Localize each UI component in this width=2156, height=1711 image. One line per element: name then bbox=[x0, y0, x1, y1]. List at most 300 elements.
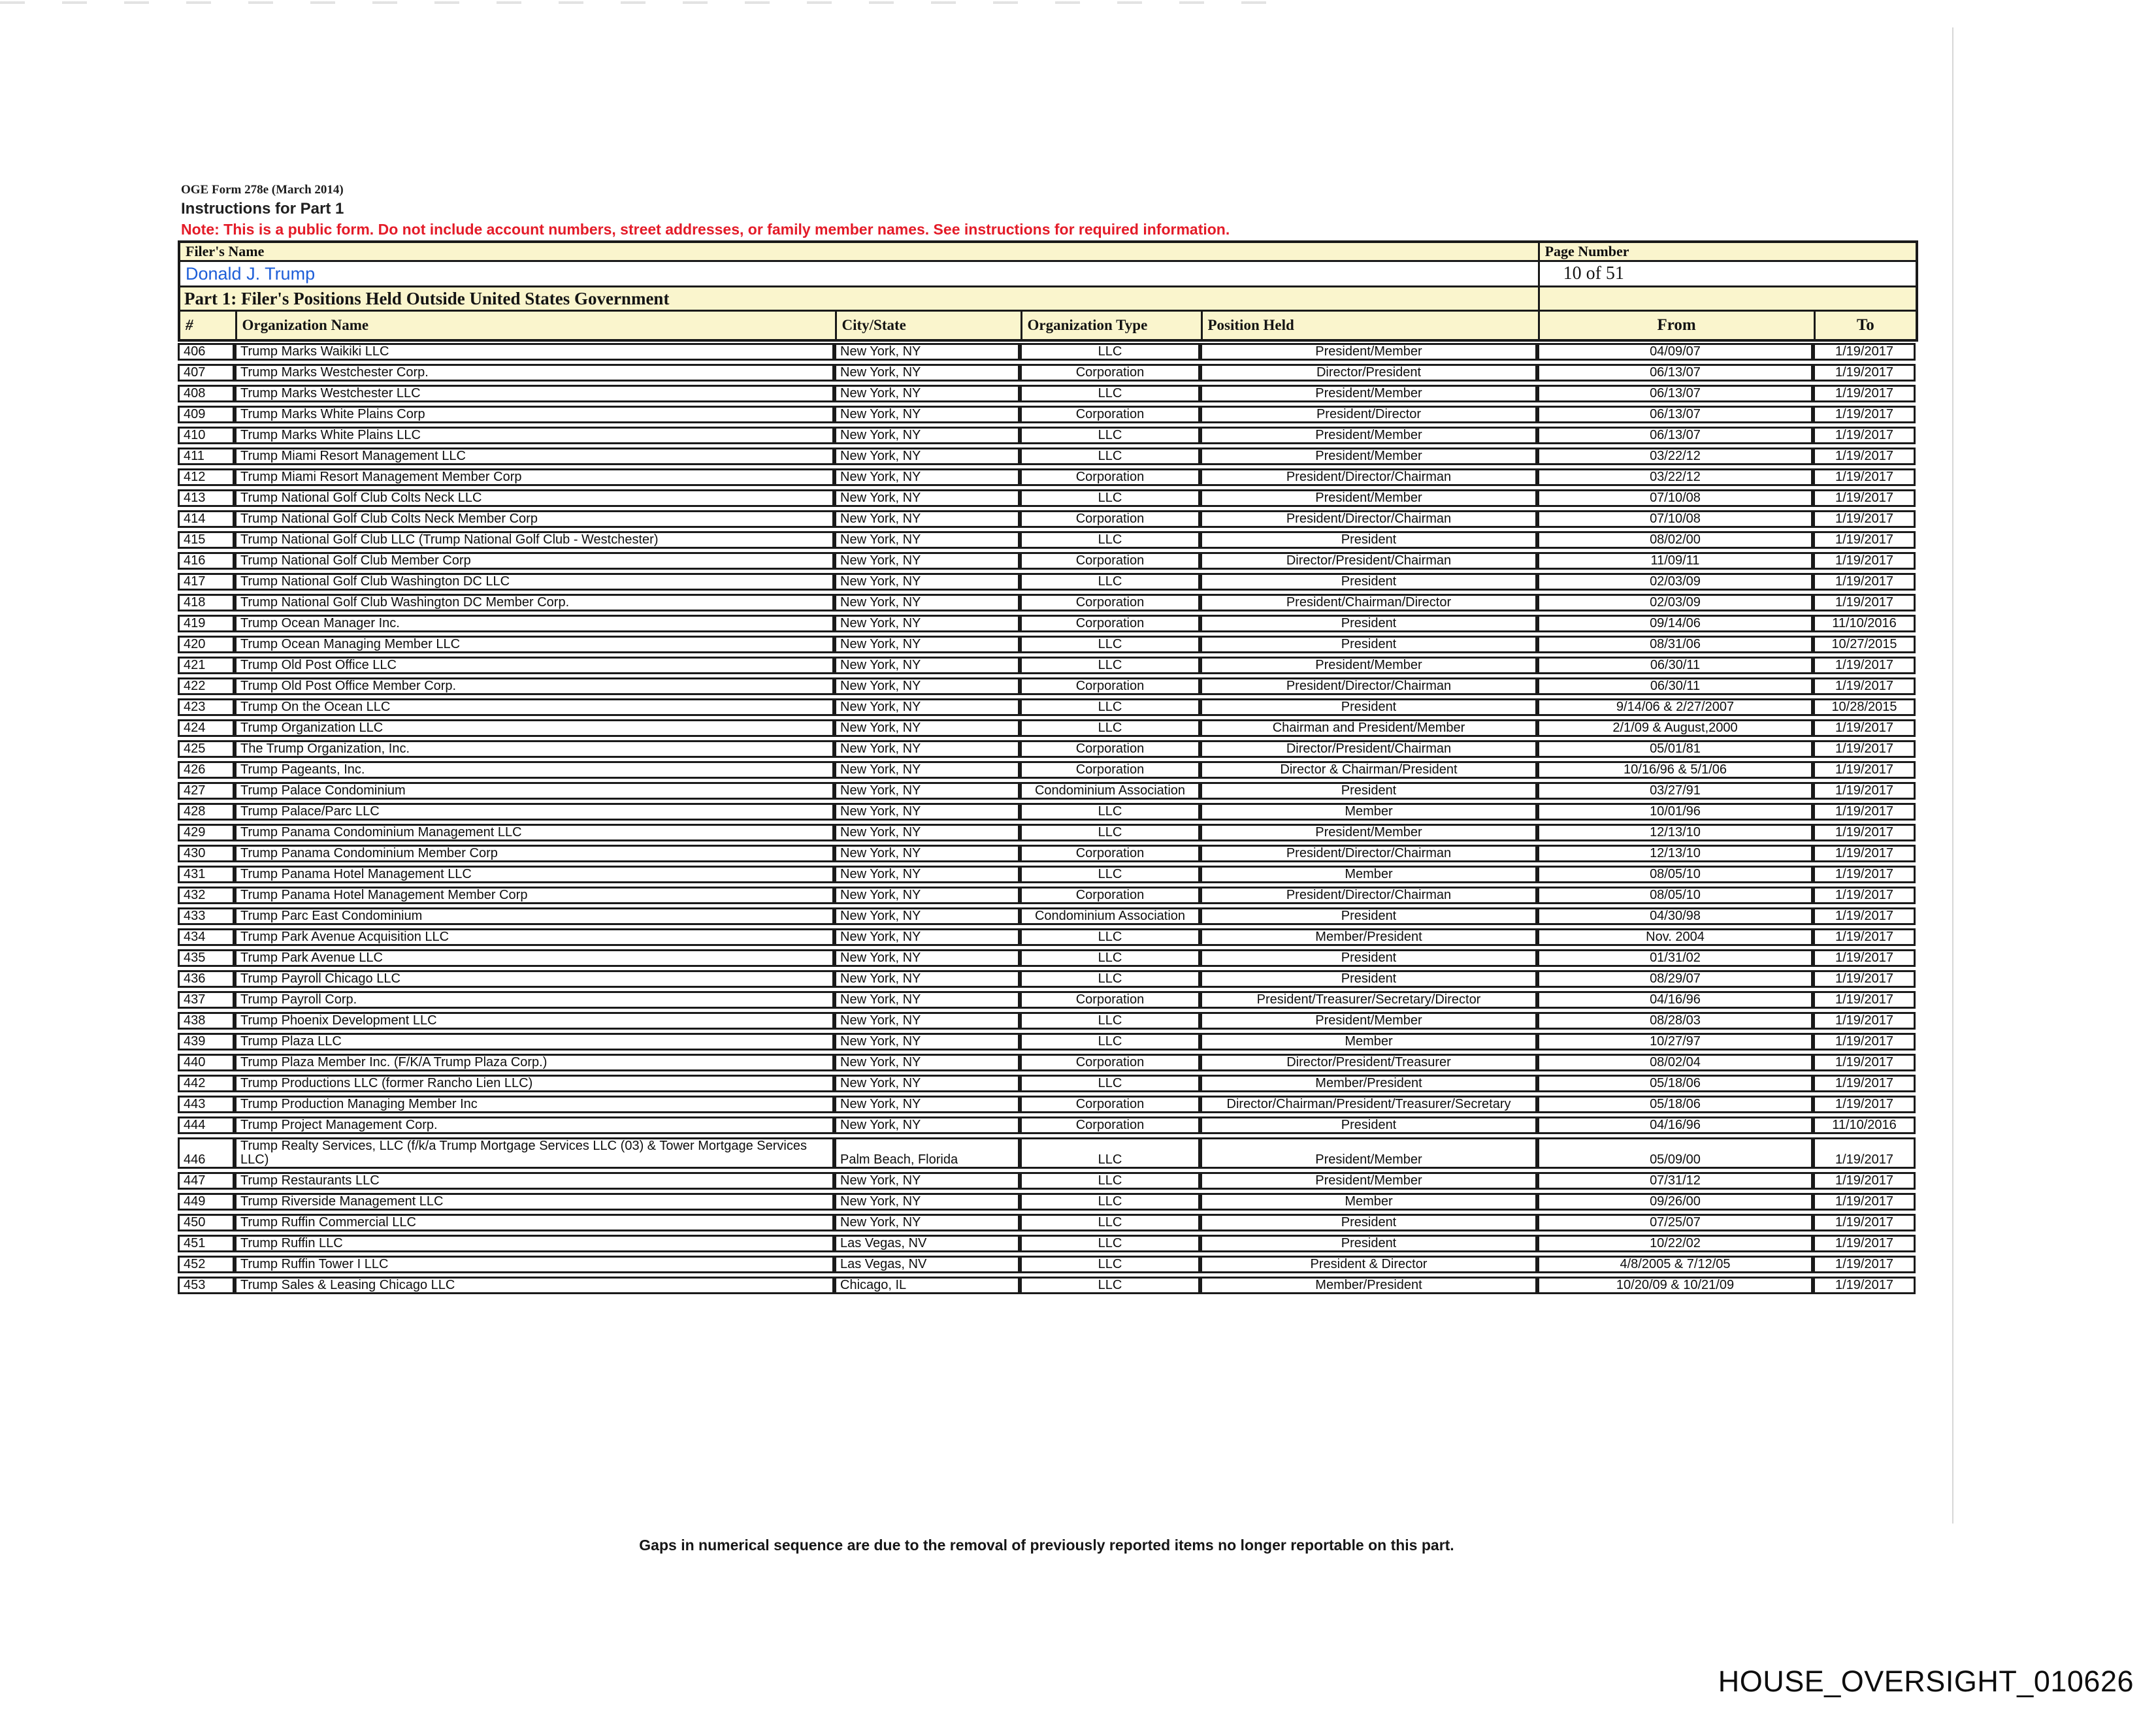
table-row bbox=[178, 489, 1916, 507]
cell-organization-name: Trump Realty Services, LLC (f/k/a Trump Mortgage Services LLC (03) & Tower Mortgage Services LLC) bbox=[235, 1137, 834, 1169]
cell-to: 1/19/2017 bbox=[1813, 427, 1916, 444]
cell-city-state: New York, NY bbox=[834, 928, 1020, 946]
cell-from: 10/01/96 bbox=[1537, 803, 1813, 821]
table-row bbox=[178, 1096, 1916, 1113]
cell-organization-name: Trump Palace Condominium bbox=[235, 782, 834, 800]
cell-city-state: New York, NY bbox=[834, 824, 1020, 841]
cell-organization-name: Trump Miami Resort Management Member Corp bbox=[235, 468, 834, 486]
table-row bbox=[178, 531, 1916, 549]
cell-from: 11/09/11 bbox=[1537, 552, 1813, 570]
cell-city-state: New York, NY bbox=[834, 949, 1020, 967]
cell-number: 417 bbox=[178, 573, 235, 591]
cell-from: 12/13/10 bbox=[1537, 824, 1813, 841]
header-box bbox=[178, 240, 1918, 342]
cell-organization-type: Condominium Association bbox=[1020, 907, 1200, 925]
cell-position-held: President/Director/Chairman bbox=[1200, 510, 1537, 528]
cell-from: 07/25/07 bbox=[1537, 1214, 1813, 1231]
cell-number: 431 bbox=[178, 866, 235, 883]
cell-city-state: New York, NY bbox=[834, 448, 1020, 465]
cell-organization-type: Corporation bbox=[1020, 991, 1200, 1009]
cell-to: 1/19/2017 bbox=[1813, 343, 1916, 361]
cell-position-held: Director/President/Chairman bbox=[1200, 552, 1537, 570]
cell-position-held: Member bbox=[1200, 1193, 1537, 1211]
cell-position-held: Member bbox=[1200, 803, 1537, 821]
cell-organization-name: Trump Marks White Plains LLC bbox=[235, 427, 834, 444]
cell-organization-name: Trump Old Post Office LLC bbox=[235, 657, 834, 674]
cell-position-held: President/Member bbox=[1200, 489, 1537, 507]
cell-position-held: President/Member bbox=[1200, 1172, 1537, 1190]
cell-to: 11/10/2016 bbox=[1813, 1116, 1916, 1134]
cell-organization-type: LLC bbox=[1020, 698, 1200, 716]
table-row bbox=[178, 343, 1916, 361]
cell-organization-type: LLC bbox=[1020, 1172, 1200, 1190]
cell-city-state: Chicago, IL bbox=[834, 1277, 1020, 1294]
cell-from: 04/09/07 bbox=[1537, 343, 1813, 361]
cell-to: 11/10/2016 bbox=[1813, 615, 1916, 632]
cell-city-state: New York, NY bbox=[834, 1214, 1020, 1231]
page-number-label: Page Number bbox=[1539, 242, 1917, 261]
table-row bbox=[178, 866, 1916, 883]
cell-position-held: President bbox=[1200, 949, 1537, 967]
cell-from: 09/26/00 bbox=[1537, 1193, 1813, 1211]
cell-number: 419 bbox=[178, 615, 235, 632]
cell-organization-type: LLC bbox=[1020, 489, 1200, 507]
cell-number: 452 bbox=[178, 1256, 235, 1273]
cell-number: 429 bbox=[178, 824, 235, 841]
cell-organization-name: Trump Panama Hotel Management Member Corp bbox=[235, 887, 834, 904]
table-row bbox=[178, 761, 1916, 779]
cell-city-state: New York, NY bbox=[834, 657, 1020, 674]
table-row bbox=[178, 406, 1916, 423]
cell-city-state: New York, NY bbox=[834, 573, 1020, 591]
form-code: OGE Form 278e (March 2014) bbox=[181, 183, 344, 197]
table-row bbox=[178, 468, 1916, 486]
filer-name-value: Donald J. Trump bbox=[179, 261, 1539, 287]
table-row bbox=[178, 970, 1916, 988]
cell-from: Nov. 2004 bbox=[1537, 928, 1813, 946]
cell-to: 1/19/2017 bbox=[1813, 949, 1916, 967]
cell-city-state: New York, NY bbox=[834, 1116, 1020, 1134]
cell-city-state: New York, NY bbox=[834, 866, 1020, 883]
cell-number: 435 bbox=[178, 949, 235, 967]
cell-number: 440 bbox=[178, 1054, 235, 1071]
table-row bbox=[178, 845, 1916, 862]
cell-position-held: President bbox=[1200, 1214, 1537, 1231]
table-row bbox=[178, 552, 1916, 570]
positions-table bbox=[178, 340, 1916, 1297]
cell-from: 08/05/10 bbox=[1537, 887, 1813, 904]
cell-organization-type: Corporation bbox=[1020, 845, 1200, 862]
cell-to: 1/19/2017 bbox=[1813, 991, 1916, 1009]
cell-number: 411 bbox=[178, 448, 235, 465]
table-row bbox=[178, 1054, 1916, 1071]
cell-number: 432 bbox=[178, 887, 235, 904]
table-row bbox=[178, 803, 1916, 821]
cell-position-held: Director/President/Treasurer bbox=[1200, 1054, 1537, 1071]
cell-to: 1/19/2017 bbox=[1813, 510, 1916, 528]
cell-organization-type: LLC bbox=[1020, 1193, 1200, 1211]
cell-from: 09/14/06 bbox=[1537, 615, 1813, 632]
cell-from: 07/10/08 bbox=[1537, 489, 1813, 507]
cell-position-held: President & Director bbox=[1200, 1256, 1537, 1273]
cell-organization-name: Trump On the Ocean LLC bbox=[235, 698, 834, 716]
cell-number: 453 bbox=[178, 1277, 235, 1294]
cell-from: 4/8/2005 & 7/12/05 bbox=[1537, 1256, 1813, 1273]
cell-to: 1/19/2017 bbox=[1813, 448, 1916, 465]
table-row bbox=[178, 719, 1916, 737]
cell-position-held: President bbox=[1200, 615, 1537, 632]
cell-position-held: Director & Chairman/President bbox=[1200, 761, 1537, 779]
cell-position-held: Chairman and President/Member bbox=[1200, 719, 1537, 737]
cell-city-state: New York, NY bbox=[834, 343, 1020, 361]
cell-from: 06/13/07 bbox=[1537, 385, 1813, 402]
cell-organization-name: Trump Park Avenue Acquisition LLC bbox=[235, 928, 834, 946]
cell-organization-type: LLC bbox=[1020, 803, 1200, 821]
cell-organization-type: LLC bbox=[1020, 928, 1200, 946]
cell-position-held: President/Member bbox=[1200, 1012, 1537, 1030]
cell-position-held: President/Member bbox=[1200, 1137, 1537, 1169]
column-header-row bbox=[179, 311, 1917, 341]
cell-to: 1/19/2017 bbox=[1813, 1137, 1916, 1169]
cell-organization-type: LLC bbox=[1020, 636, 1200, 653]
cell-number: 428 bbox=[178, 803, 235, 821]
cell-organization-type: LLC bbox=[1020, 970, 1200, 988]
cell-organization-name: The Trump Organization, Inc. bbox=[235, 740, 834, 758]
cell-organization-type: LLC bbox=[1020, 1033, 1200, 1051]
cell-organization-name: Trump Panama Condominium Management LLC bbox=[235, 824, 834, 841]
table-row bbox=[178, 1214, 1916, 1231]
cell-from: 06/13/07 bbox=[1537, 406, 1813, 423]
cell-number: 410 bbox=[178, 427, 235, 444]
cell-position-held: Member/President bbox=[1200, 1075, 1537, 1092]
cell-organization-name: Trump Old Post Office Member Corp. bbox=[235, 677, 834, 695]
cell-position-held: Director/President/Chairman bbox=[1200, 740, 1537, 758]
cell-organization-type: LLC bbox=[1020, 866, 1200, 883]
instructions-title: Instructions for Part 1 bbox=[181, 200, 344, 218]
table-row bbox=[178, 1137, 1916, 1169]
cell-to: 1/19/2017 bbox=[1813, 1096, 1916, 1113]
cell-to: 1/19/2017 bbox=[1813, 845, 1916, 862]
cell-to: 1/19/2017 bbox=[1813, 1256, 1916, 1273]
cell-organization-name: Trump Ruffin Tower I LLC bbox=[235, 1256, 834, 1273]
cell-position-held: President/Director/Chairman bbox=[1200, 845, 1537, 862]
cell-organization-type: LLC bbox=[1020, 719, 1200, 737]
cell-from: 06/13/07 bbox=[1537, 364, 1813, 382]
table-row bbox=[178, 636, 1916, 653]
cell-to: 1/19/2017 bbox=[1813, 740, 1916, 758]
cell-to: 10/27/2015 bbox=[1813, 636, 1916, 653]
cell-organization-name: Trump Phoenix Development LLC bbox=[235, 1012, 834, 1030]
cell-organization-name: Trump Ocean Managing Member LLC bbox=[235, 636, 834, 653]
table-row bbox=[178, 698, 1916, 716]
cell-city-state: New York, NY bbox=[834, 970, 1020, 988]
footer-note: Gaps in numerical sequence are due to the removal of previously reported items no longer reportable on this part. bbox=[639, 1537, 1454, 1554]
cell-number: 444 bbox=[178, 1116, 235, 1134]
cell-number: 406 bbox=[178, 343, 235, 361]
cell-to: 10/28/2015 bbox=[1813, 698, 1916, 716]
cell-city-state: New York, NY bbox=[834, 531, 1020, 549]
table-row bbox=[178, 364, 1916, 382]
col-header-organization-type: Organization Type bbox=[1021, 311, 1201, 341]
cell-from: 05/18/06 bbox=[1537, 1096, 1813, 1113]
cell-organization-type: Corporation bbox=[1020, 594, 1200, 611]
cell-organization-name: Trump Marks Westchester LLC bbox=[235, 385, 834, 402]
cell-from: 03/22/12 bbox=[1537, 448, 1813, 465]
cell-position-held: President bbox=[1200, 531, 1537, 549]
cell-number: 414 bbox=[178, 510, 235, 528]
table-row bbox=[178, 991, 1916, 1009]
table-row bbox=[178, 1256, 1916, 1273]
cell-number: 418 bbox=[178, 594, 235, 611]
cell-number: 422 bbox=[178, 677, 235, 695]
filer-name-label: Filer's Name bbox=[179, 242, 1539, 261]
cell-organization-name: Trump Production Managing Member Inc bbox=[235, 1096, 834, 1113]
cell-organization-type: Corporation bbox=[1020, 615, 1200, 632]
cell-from: 08/05/10 bbox=[1537, 866, 1813, 883]
table-row bbox=[178, 573, 1916, 591]
cell-city-state: New York, NY bbox=[834, 887, 1020, 904]
cell-organization-name: Trump Panama Hotel Management LLC bbox=[235, 866, 834, 883]
cell-position-held: President bbox=[1200, 573, 1537, 591]
cell-from: 05/18/06 bbox=[1537, 1075, 1813, 1092]
cell-organization-type: Corporation bbox=[1020, 552, 1200, 570]
table-row bbox=[178, 1033, 1916, 1051]
cell-position-held: Member/President bbox=[1200, 1277, 1537, 1294]
watermark: HOUSE_OVERSIGHT_010626 bbox=[1718, 1665, 2134, 1698]
cell-organization-type: LLC bbox=[1020, 448, 1200, 465]
cell-number: 436 bbox=[178, 970, 235, 988]
table-row bbox=[178, 907, 1916, 925]
cell-number: 447 bbox=[178, 1172, 235, 1190]
col-header-organization-name: Organization Name bbox=[236, 311, 836, 341]
cell-city-state: New York, NY bbox=[834, 1054, 1020, 1071]
cell-position-held: President/Chairman/Director bbox=[1200, 594, 1537, 611]
cell-organization-type: LLC bbox=[1020, 1075, 1200, 1092]
cell-organization-type: Corporation bbox=[1020, 364, 1200, 382]
cell-to: 1/19/2017 bbox=[1813, 1012, 1916, 1030]
cell-city-state: New York, NY bbox=[834, 677, 1020, 695]
cell-city-state: Las Vegas, NV bbox=[834, 1235, 1020, 1252]
cell-organization-name: Trump National Golf Club Washington DC Member Corp. bbox=[235, 594, 834, 611]
cell-organization-name: Trump Payroll Corp. bbox=[235, 991, 834, 1009]
cell-organization-name: Trump Project Management Corp. bbox=[235, 1116, 834, 1134]
cell-city-state: New York, NY bbox=[834, 698, 1020, 716]
table-row bbox=[178, 448, 1916, 465]
table-row bbox=[178, 427, 1916, 444]
cell-from: 01/31/02 bbox=[1537, 949, 1813, 967]
table-row bbox=[178, 657, 1916, 674]
cell-number: 413 bbox=[178, 489, 235, 507]
cell-from: 06/30/11 bbox=[1537, 677, 1813, 695]
cell-from: 2/1/09 & August,2000 bbox=[1537, 719, 1813, 737]
cell-city-state: Las Vegas, NV bbox=[834, 1256, 1020, 1273]
cell-to: 1/19/2017 bbox=[1813, 782, 1916, 800]
cell-position-held: President bbox=[1200, 698, 1537, 716]
cell-position-held: President bbox=[1200, 907, 1537, 925]
cell-city-state: New York, NY bbox=[834, 1075, 1020, 1092]
cell-from: 08/02/04 bbox=[1537, 1054, 1813, 1071]
cell-position-held: President/Treasurer/Secretary/Director bbox=[1200, 991, 1537, 1009]
cell-from: 03/27/91 bbox=[1537, 782, 1813, 800]
cell-organization-name: Trump Pageants, Inc. bbox=[235, 761, 834, 779]
cell-position-held: Director/Chairman/President/Treasurer/Secretary bbox=[1200, 1096, 1537, 1113]
cell-to: 1/19/2017 bbox=[1813, 677, 1916, 695]
cell-organization-name: Trump Plaza LLC bbox=[235, 1033, 834, 1051]
cell-organization-type: Corporation bbox=[1020, 510, 1200, 528]
cell-city-state: New York, NY bbox=[834, 406, 1020, 423]
cell-from: 02/03/09 bbox=[1537, 594, 1813, 611]
table-row bbox=[178, 594, 1916, 611]
cell-from: 10/16/96 & 5/1/06 bbox=[1537, 761, 1813, 779]
table-row bbox=[178, 615, 1916, 632]
cell-city-state: New York, NY bbox=[834, 364, 1020, 382]
cell-position-held: President bbox=[1200, 636, 1537, 653]
scan-artifact-line bbox=[1952, 27, 1953, 1524]
cell-number: 409 bbox=[178, 406, 235, 423]
cell-organization-name: Trump Restaurants LLC bbox=[235, 1172, 834, 1190]
cell-organization-type: Corporation bbox=[1020, 468, 1200, 486]
cell-number: 427 bbox=[178, 782, 235, 800]
cell-position-held: President/Director/Chairman bbox=[1200, 887, 1537, 904]
cell-to: 1/19/2017 bbox=[1813, 531, 1916, 549]
cell-city-state: New York, NY bbox=[834, 719, 1020, 737]
cell-organization-name: Trump Productions LLC (former Rancho Lien LLC) bbox=[235, 1075, 834, 1092]
cell-city-state: New York, NY bbox=[834, 803, 1020, 821]
cell-from: 10/20/09 & 10/21/09 bbox=[1537, 1277, 1813, 1294]
cell-position-held: President/Director bbox=[1200, 406, 1537, 423]
col-header-position-held: Position Held bbox=[1201, 311, 1539, 341]
cell-city-state: New York, NY bbox=[834, 552, 1020, 570]
cell-number: 443 bbox=[178, 1096, 235, 1113]
cell-city-state: New York, NY bbox=[834, 782, 1020, 800]
cell-organization-name: Trump Sales & Leasing Chicago LLC bbox=[235, 1277, 834, 1294]
cell-city-state: Palm Beach, Florida bbox=[834, 1137, 1020, 1169]
cell-position-held: President/Member bbox=[1200, 427, 1537, 444]
cell-organization-type: LLC bbox=[1020, 949, 1200, 967]
cell-city-state: New York, NY bbox=[834, 427, 1020, 444]
cell-from: 10/22/02 bbox=[1537, 1235, 1813, 1252]
table-row bbox=[178, 949, 1916, 967]
table-row bbox=[178, 887, 1916, 904]
cell-number: 424 bbox=[178, 719, 235, 737]
cell-from: 03/22/12 bbox=[1537, 468, 1813, 486]
cell-to: 1/19/2017 bbox=[1813, 1054, 1916, 1071]
cell-from: 04/30/98 bbox=[1537, 907, 1813, 925]
cell-from: 06/30/11 bbox=[1537, 657, 1813, 674]
table-row bbox=[178, 740, 1916, 758]
cell-organization-name: Trump Ruffin Commercial LLC bbox=[235, 1214, 834, 1231]
cell-to: 1/19/2017 bbox=[1813, 489, 1916, 507]
cell-from: 02/03/09 bbox=[1537, 573, 1813, 591]
cell-organization-name: Trump Organization LLC bbox=[235, 719, 834, 737]
cell-position-held: President/Member bbox=[1200, 448, 1537, 465]
cell-number: 451 bbox=[178, 1235, 235, 1252]
cell-city-state: New York, NY bbox=[834, 761, 1020, 779]
cell-number: 412 bbox=[178, 468, 235, 486]
table-row bbox=[178, 510, 1916, 528]
cell-organization-name: Trump Plaza Member Inc. (F/K/A Trump Plaza Corp.) bbox=[235, 1054, 834, 1071]
cell-organization-type: Corporation bbox=[1020, 887, 1200, 904]
cell-from: 10/27/97 bbox=[1537, 1033, 1813, 1051]
cell-from: 06/13/07 bbox=[1537, 427, 1813, 444]
cell-organization-name: Trump Marks White Plains Corp bbox=[235, 406, 834, 423]
cell-to: 1/19/2017 bbox=[1813, 803, 1916, 821]
table-row bbox=[178, 824, 1916, 841]
cell-from: 07/31/12 bbox=[1537, 1172, 1813, 1190]
table-row bbox=[178, 1277, 1916, 1294]
cell-from: 04/16/96 bbox=[1537, 1116, 1813, 1134]
cell-to: 1/19/2017 bbox=[1813, 406, 1916, 423]
table-row bbox=[178, 385, 1916, 402]
cell-city-state: New York, NY bbox=[834, 468, 1020, 486]
cell-city-state: New York, NY bbox=[834, 1033, 1020, 1051]
cell-organization-type: LLC bbox=[1020, 573, 1200, 591]
cell-position-held: President bbox=[1200, 782, 1537, 800]
cell-organization-name: Trump Parc East Condominium bbox=[235, 907, 834, 925]
cell-city-state: New York, NY bbox=[834, 1096, 1020, 1113]
cell-organization-name: Trump National Golf Club Colts Neck LLC bbox=[235, 489, 834, 507]
cell-number: 438 bbox=[178, 1012, 235, 1030]
table-row bbox=[178, 928, 1916, 946]
cell-city-state: New York, NY bbox=[834, 510, 1020, 528]
cell-to: 1/19/2017 bbox=[1813, 573, 1916, 591]
cell-number: 437 bbox=[178, 991, 235, 1009]
cell-to: 1/19/2017 bbox=[1813, 1235, 1916, 1252]
cell-city-state: New York, NY bbox=[834, 1172, 1020, 1190]
cell-city-state: New York, NY bbox=[834, 1012, 1020, 1030]
col-header-to: To bbox=[1814, 311, 1917, 341]
cell-position-held: President bbox=[1200, 1235, 1537, 1252]
table-row bbox=[178, 782, 1916, 800]
cell-number: 442 bbox=[178, 1075, 235, 1092]
cell-organization-name: Trump National Golf Club LLC (Trump National Golf Club - Westchester) bbox=[235, 531, 834, 549]
cell-organization-name: Trump Marks Waikiki LLC bbox=[235, 343, 834, 361]
cell-number: 433 bbox=[178, 907, 235, 925]
cell-to: 1/19/2017 bbox=[1813, 824, 1916, 841]
cell-number: 420 bbox=[178, 636, 235, 653]
cell-number: 425 bbox=[178, 740, 235, 758]
cell-position-held: President bbox=[1200, 970, 1537, 988]
cell-organization-type: Corporation bbox=[1020, 761, 1200, 779]
cell-to: 1/19/2017 bbox=[1813, 552, 1916, 570]
cell-from: 04/16/96 bbox=[1537, 991, 1813, 1009]
cell-organization-type: LLC bbox=[1020, 427, 1200, 444]
cell-to: 1/19/2017 bbox=[1813, 1033, 1916, 1051]
cell-from: 9/14/06 & 2/27/2007 bbox=[1537, 698, 1813, 716]
cell-organization-type: Corporation bbox=[1020, 1054, 1200, 1071]
cell-to: 1/19/2017 bbox=[1813, 1277, 1916, 1294]
cell-organization-type: Corporation bbox=[1020, 406, 1200, 423]
cell-to: 1/19/2017 bbox=[1813, 970, 1916, 988]
table-row bbox=[178, 1116, 1916, 1134]
cell-organization-name: Trump National Golf Club Washington DC LLC bbox=[235, 573, 834, 591]
cell-to: 1/19/2017 bbox=[1813, 385, 1916, 402]
cell-to: 1/19/2017 bbox=[1813, 907, 1916, 925]
cell-city-state: New York, NY bbox=[834, 1193, 1020, 1211]
cell-number: 415 bbox=[178, 531, 235, 549]
cell-city-state: New York, NY bbox=[834, 636, 1020, 653]
table-row bbox=[178, 1012, 1916, 1030]
cell-position-held: President/Director/Chairman bbox=[1200, 468, 1537, 486]
cell-position-held: President/Member bbox=[1200, 657, 1537, 674]
cell-organization-name: Trump Ocean Manager Inc. bbox=[235, 615, 834, 632]
cell-city-state: New York, NY bbox=[834, 740, 1020, 758]
cell-to: 1/19/2017 bbox=[1813, 928, 1916, 946]
cell-position-held: Director/President bbox=[1200, 364, 1537, 382]
cell-organization-type: Corporation bbox=[1020, 1116, 1200, 1134]
cell-city-state: New York, NY bbox=[834, 845, 1020, 862]
table-row bbox=[178, 1172, 1916, 1190]
